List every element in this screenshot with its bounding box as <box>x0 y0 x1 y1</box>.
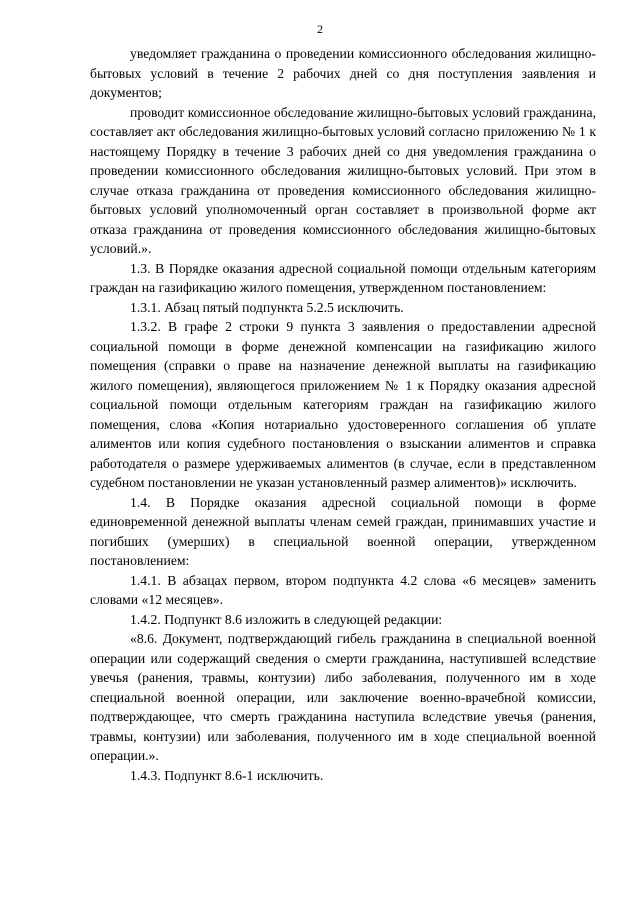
page-number: 2 <box>317 22 323 36</box>
paragraph-notify: уведомляет гражданина о проведении комиссионного обследования жилищно-бытовых условий в течение 2 рабочих дней со дня поступления заявления и документов; <box>90 46 596 100</box>
paragraph-1-4-3: 1.4.3. Подпункт 8.6-1 исключить. <box>130 767 324 783</box>
paragraph-1-3-1: 1.3.1. Абзац пятый подпункта 5.2.5 исключить. <box>130 299 404 315</box>
paragraph-1-4-2: 1.4.2. Подпункт 8.6 изложить в следующей редакции: <box>130 611 443 627</box>
paragraph-1-3: 1.3. В Порядке оказания адресной социальной помощи отдельным категориям граждан на газификацию жилого помещения, утвержденном постановлением: <box>90 260 596 295</box>
paragraph-inspection: проводит комиссионное обследование жилищно-бытовых условий гражданина, составляет акт обследования жилищно-бытовых условий согласно приложению № 1 к настоящему Порядку в течение 3 рабочих дней со дня уведомления гражданина о проведении комиссионного обследования жилищно-бытовых условий. При этом в случае отказа гражданина от проведения комиссионного обследования жилищно-бытовых условий уполномоченный орган составляет в произвольной форме акт отказа гражданина от проведения комиссионного обследования жилищно-бытовых условий.». <box>90 104 596 256</box>
document-body <box>90 44 596 785</box>
paragraph-1-3-2: 1.3.2. В графе 2 строки 9 пункта 3 заявления о предоставлении адресной социальной помощи в форме денежной компенсации на газификацию жилого помещения (справки о праве на назначение денежной выплаты на газификацию жилого помещения), являющегося приложением № 1 к Порядку оказания адресной социальной помощи отдельным категориям граждан на газификацию жилого помещения, слова «Копия нотариально удостоверенного соглашения об уплате алиментов или копия судебного постановления о взыскании алиментов и справка работодателя о размере удерживаемых алиментов (в случае, если в представленном судебном постановлении не указан установленный размер алиментов)» исключить. <box>90 319 596 490</box>
paragraph-1-4: 1.4. В Порядке оказания адресной социальной помощи в форме единовременной денежной выплаты членам семей граждан, принимавших участие и погибших (умерших) в специальной военной операции, утвержденном постановлением: <box>90 494 596 568</box>
paragraph-8-6: «8.6. Документ, подтверждающий гибель гражданина в специальной военной операции или содержащий сведения о смерти гражданина, наступившей вследствие увечья (ранения, травмы, контузии) либо заболевания, полученного им в ходе специальной военной операции, или заключение военно-врачебной комиссии, подтверждающее, что смерть гражданина наступила вследствие увечья (ранения, травмы, контузии) или заболевания, полученного им в ходе специальной военной операции.». <box>90 631 596 763</box>
paragraph-1-4-1: 1.4.1. В абзацах первом, втором подпункта 4.2 слова «6 месяцев» заменить словами «12 месяцев». <box>90 572 596 607</box>
